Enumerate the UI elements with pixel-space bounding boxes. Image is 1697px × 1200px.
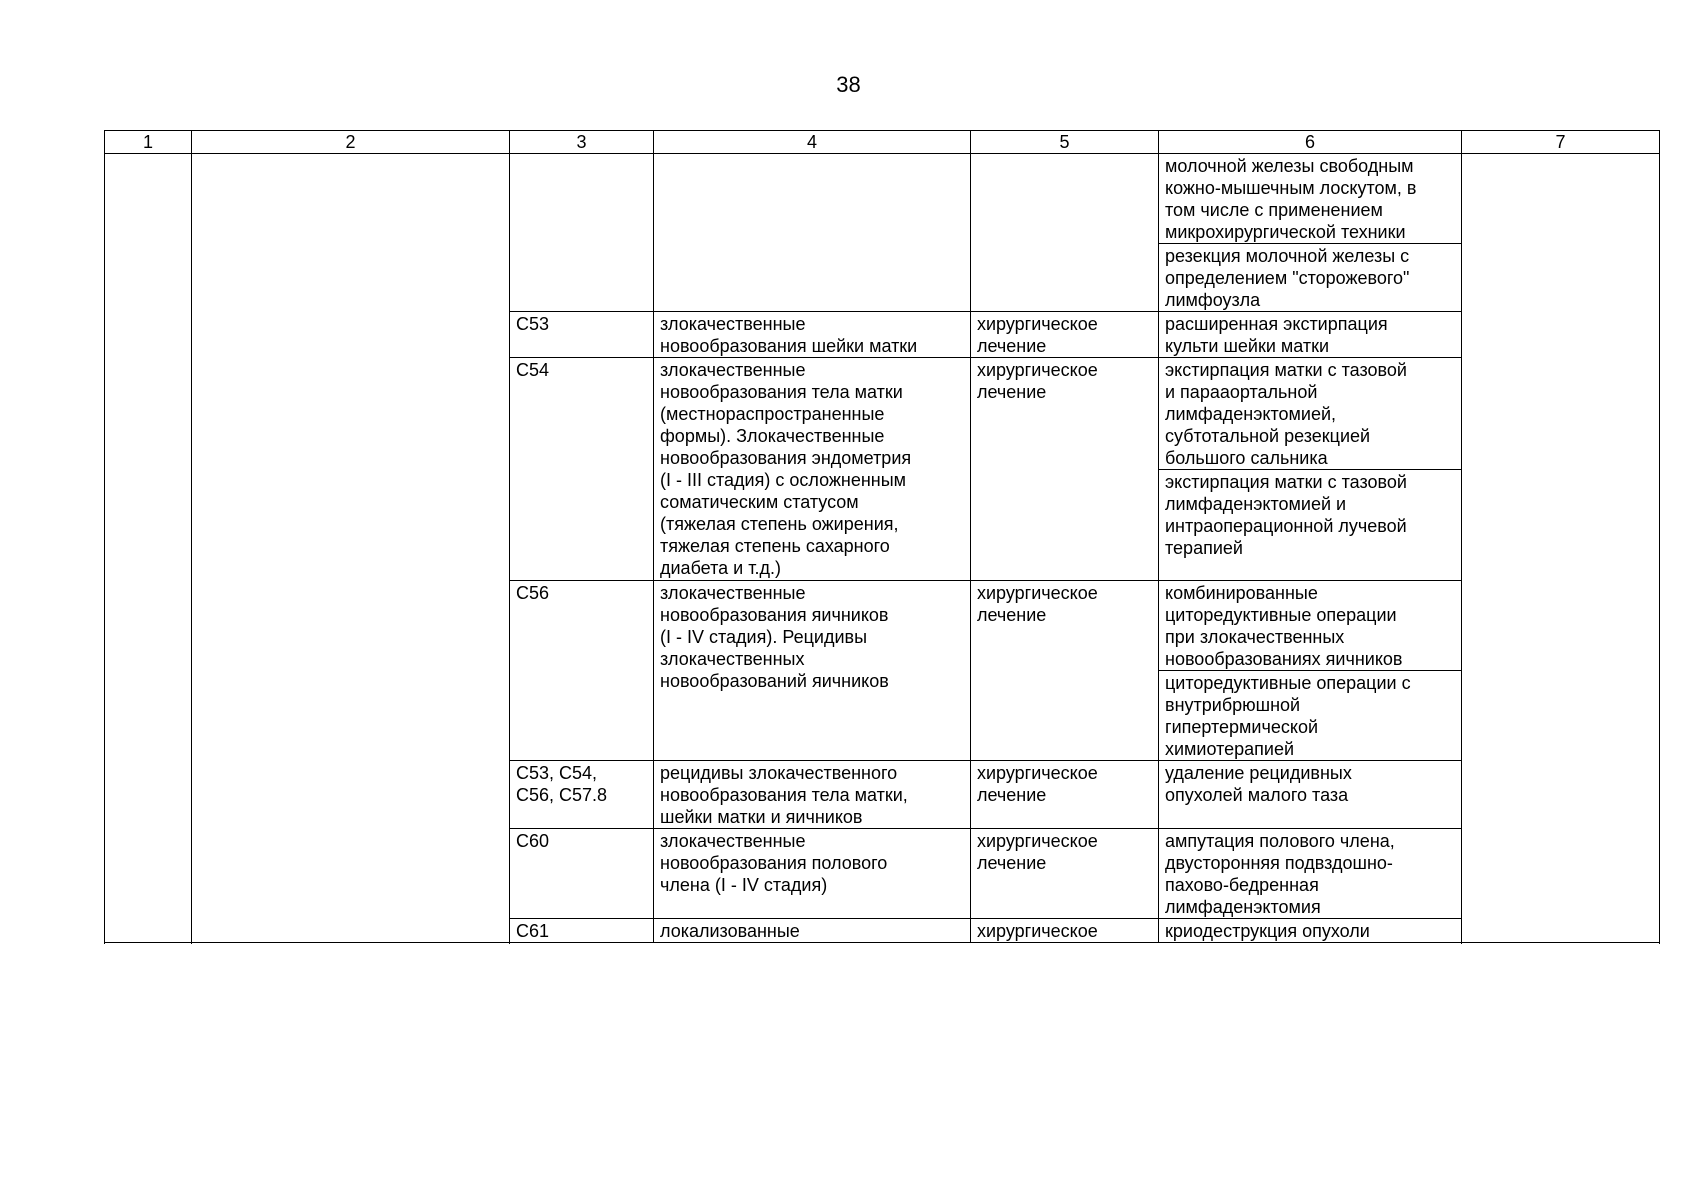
method-cell: ампутация полового члена, двусторонняя подвздошно- пахово-бедренная лимфаденэктомия: [1159, 829, 1462, 919]
column-2-cell: [192, 154, 510, 943]
method-text: резекция молочной железы с определением "сторожевого" лимфоузла: [1165, 246, 1410, 310]
column-header-2: 2: [192, 131, 510, 154]
treatment-cell: хирургическое лечение: [971, 581, 1159, 761]
method-cell: [1159, 154, 1462, 244]
page-number: 38: [836, 72, 861, 97]
description-cell: [654, 154, 971, 312]
column-1-cell: [105, 154, 192, 943]
header-row: [105, 131, 1660, 154]
column-7-cell: [1462, 154, 1660, 943]
treatment-cell: хирургическое лечение: [971, 829, 1159, 919]
column-header-5: 5: [971, 131, 1159, 154]
treatment-cell: хирургическое лечение: [971, 312, 1159, 358]
table-row: [105, 154, 1660, 244]
description-cell: локализованные: [654, 919, 971, 943]
code-cell: [510, 154, 654, 312]
description-cell: злокачественные новообразования тела матки (местнораспространенные формы). Злокачественные новообразования эндометрия (I - III стадия) с осложненным соматическим статусом (тяжелая степень ожирения, тяжелая степень сахарного диабета и т.д.): [654, 358, 971, 581]
method-cell: [1159, 244, 1462, 312]
treatment-table: [104, 130, 1660, 943]
column-header-7: 7: [1462, 131, 1660, 154]
method-cell: удаление рецидивных опухолей малого таза: [1159, 761, 1462, 829]
method-cell: экстирпация матки с тазовой и парааортальной лимфаденэктомией, субтотальной резекцией большого сальника: [1159, 358, 1462, 470]
method-cell: комбинированные циторедуктивные операции при злокачественных новообразованиях яичников: [1159, 581, 1462, 671]
treatment-cell: хирургическое лечение: [971, 761, 1159, 829]
method-cell: циторедуктивные операции с внутрибрюшной гипертермической химиотерапией: [1159, 671, 1462, 761]
description-cell: рецидивы злокачественного новообразования тела матки, шейки матки и яичников: [654, 761, 971, 829]
column-header-1: 1: [105, 131, 192, 154]
treatment-cell: хирургическое лечение: [971, 358, 1159, 581]
description-cell: злокачественные новообразования полового члена (I - IV стадия): [654, 829, 971, 919]
treatment-cell: [971, 154, 1159, 312]
description-cell: злокачественные новообразования шейки матки: [654, 312, 971, 358]
column-header-6: 6: [1159, 131, 1462, 154]
column-header-4: 4: [654, 131, 971, 154]
method-cell: расширенная экстирпация культи шейки матки: [1159, 312, 1462, 358]
code-cell: C60: [510, 829, 654, 919]
code-cell: C56: [510, 581, 654, 761]
method-cell: криодеструкция опухоли: [1159, 919, 1462, 943]
code-cell: C61: [510, 919, 654, 943]
column-header-3: 3: [510, 131, 654, 154]
treatment-cell: хирургическое: [971, 919, 1159, 943]
code-cell: C54: [510, 358, 654, 581]
method-cell: экстирпация матки с тазовой лимфаденэктомией и интраоперационной лучевой терапией: [1159, 470, 1462, 581]
description-cell: злокачественные новообразования яичников (I - IV стадия). Рецидивы злокачественных новообразований яичников: [654, 581, 971, 761]
code-cell: C53: [510, 312, 654, 358]
code-cell: C53, C54, C56, C57.8: [510, 761, 654, 829]
method-text: молочной железы свободным кожно-мышечным лоскутом, в том числе с применением микрохирургической техники: [1165, 156, 1417, 242]
